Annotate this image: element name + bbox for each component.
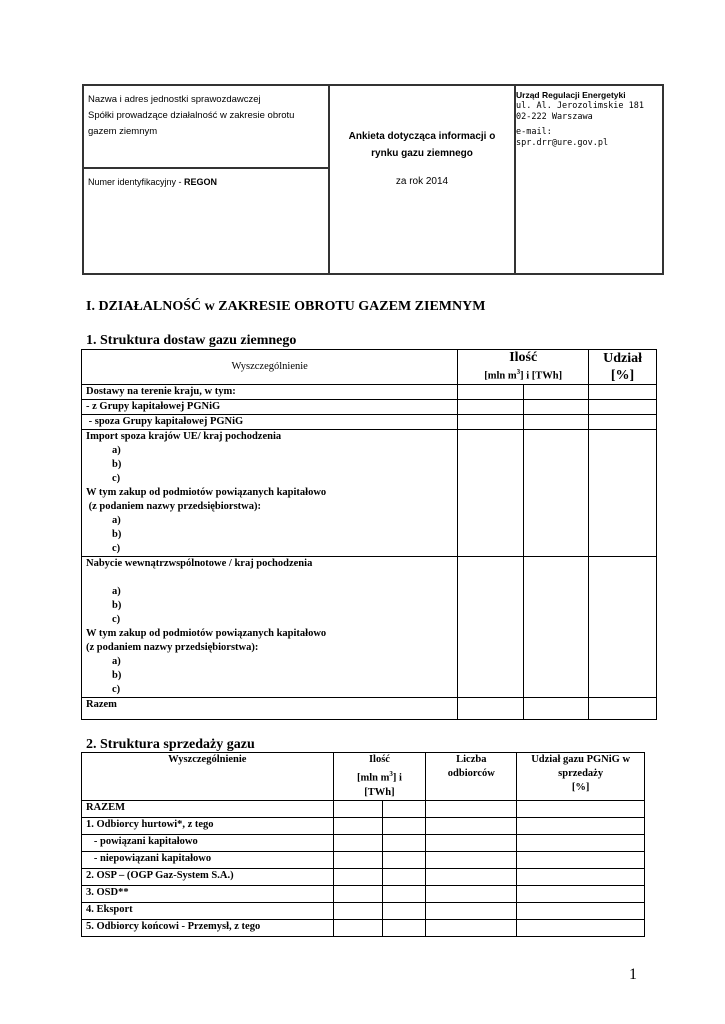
table-row [82,885,645,902]
qty-twh-cell[interactable] [524,385,589,400]
qty-twh-cell[interactable] [524,557,589,698]
share-cell[interactable] [589,400,657,415]
table2-title: 2. Struktura sprzedaży gazu [86,737,255,752]
row-label: Nabycie wewnątrzwspólnotowe / kraj pochodzenia a) b) c) W tym zakup od podmiotów powiązanych kapitałowo (z podaniem nazwy przedsiębiorstwa): a) b) c) [82,557,458,698]
qty-twh-cell[interactable] [383,902,426,919]
share-cell[interactable] [517,868,645,885]
qty-mln-cell[interactable] [458,430,524,557]
qty-mln-cell[interactable] [333,834,383,851]
row-label: RAZEM [82,800,334,817]
qty-twh-cell[interactable] [383,868,426,885]
col-header-spec: Wyszczególnienie [82,753,334,801]
id-number-label: Numer identyfikacyjny - REGON [88,177,218,187]
share-cell[interactable] [589,698,657,720]
sales-structure-table [81,752,645,937]
col-header-spec: Wyszczególnienie [82,350,458,385]
table-row [82,834,645,851]
qty-twh-cell[interactable] [383,834,426,851]
share-cell[interactable] [517,834,645,851]
qty-twh-cell[interactable] [524,430,589,557]
count-cell[interactable] [426,817,517,834]
qty-twh-cell[interactable] [524,400,589,415]
qty-twh-cell[interactable] [524,698,589,720]
share-cell[interactable] [517,800,645,817]
reporting-unit-label: Nazwa i adres jednostki sprawozdawczej Spółki prowadzące działalność w zakresie obrotu gazem ziemnym [88,94,295,137]
share-cell[interactable] [517,919,645,936]
col-header-share: Udział gazu PGNiG w sprzedaży [%] [517,753,645,801]
row-label: - spoza Grupy kapitałowej PGNiG [82,415,458,430]
count-cell[interactable] [426,851,517,868]
count-cell[interactable] [426,868,517,885]
row-label: 4. Eksport [82,902,334,919]
survey-year: za rok 2014 [395,176,449,187]
table-row [82,851,645,868]
supply-structure-table [81,349,657,720]
row-label: Dostawy na terenie kraju, w tym: [82,385,458,400]
page-number: 1 [629,966,637,983]
table-row [82,698,657,720]
share-cell[interactable] [589,415,657,430]
share-cell[interactable] [589,557,657,698]
count-cell[interactable] [426,834,517,851]
ure-address: Urząd Regulacji Energetyki ul. Al. Jerozolimskie 181 02-222 Warszawa e-mail: spr.drr@ure.gov.pl [516,90,644,148]
col-header-share: Udział [%] [589,350,657,385]
qty-twh-cell[interactable] [383,800,426,817]
table-row [82,919,645,936]
count-cell[interactable] [426,800,517,817]
row-label: 3. OSD** [82,885,334,902]
table-row [82,415,657,430]
row-label: - niepowiązani kapitałowo [82,851,334,868]
qty-mln-cell[interactable] [458,557,524,698]
share-cell[interactable] [517,817,645,834]
share-cell[interactable] [517,902,645,919]
share-cell[interactable] [589,385,657,400]
table-row [82,557,657,698]
qty-mln-cell[interactable] [458,698,524,720]
table-row [82,817,645,834]
row-label: Razem [82,698,458,720]
row-label: - z Grupy kapitałowej PGNiG [82,400,458,415]
share-cell[interactable] [517,851,645,868]
col-header-qty: Ilość [mln $m^3$] i [TWh] [333,753,426,801]
section-title: I. DZIAŁALNOŚĆ w ZAKRESIE OBROTU GAZEM ZIEMNYM [86,299,486,314]
qty-twh-cell[interactable] [383,851,426,868]
qty-mln-cell[interactable] [458,400,524,415]
qty-mln-cell[interactable] [333,902,383,919]
row-label: Import spoza krajów UE/ kraj pochodzenia a) b) c) W tym zakup od podmiotów powiązanych kapitałowo (z podaniem nazwy przedsiębiorstwa): a) b) c) [82,430,458,557]
header-divider [84,167,328,169]
qty-twh-cell[interactable] [524,415,589,430]
header-box [82,84,664,275]
share-cell[interactable] [589,430,657,557]
qty-twh-cell[interactable] [383,919,426,936]
table-row [82,800,645,817]
row-label: - powiązani kapitałowo [82,834,334,851]
qty-twh-cell[interactable] [383,817,426,834]
row-label: 2. OSP – (OGP Gaz-System S.A.) [82,868,334,885]
qty-mln-cell[interactable] [458,415,524,430]
col-header-qty: Ilość [mln $m^3$] i [TWh] [458,350,589,385]
count-cell[interactable] [426,885,517,902]
share-cell[interactable] [517,885,645,902]
qty-mln-cell[interactable] [333,919,383,936]
table-row [82,400,657,415]
count-cell[interactable] [426,902,517,919]
count-cell[interactable] [426,919,517,936]
row-label: 1. Odbiorcy hurtowi*, z tego [82,817,334,834]
table-row [82,902,645,919]
survey-title: Ankieta dotycząca informacji o rynku gazu ziemnego [348,131,496,159]
table-row [82,868,645,885]
table-row [82,385,657,400]
table-row [82,430,657,557]
table1-title: 1. Struktura dostaw gazu ziemnego [86,333,297,348]
qty-mln-cell[interactable] [333,851,383,868]
qty-mln-cell[interactable] [333,868,383,885]
qty-twh-cell[interactable] [383,885,426,902]
col-header-count: Liczba odbiorców [426,753,517,801]
qty-mln-cell[interactable] [333,885,383,902]
qty-mln-cell[interactable] [458,385,524,400]
qty-mln-cell[interactable] [333,800,383,817]
row-label: 5. Odbiorcy końcowi - Przemysł, z tego [82,919,334,936]
qty-mln-cell[interactable] [333,817,383,834]
